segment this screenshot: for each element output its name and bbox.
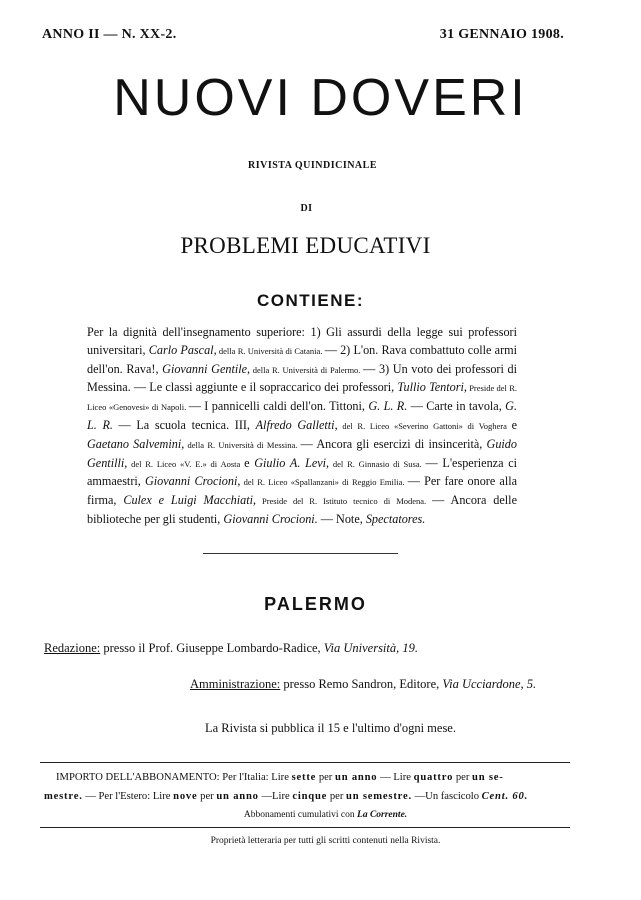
contents-affiliation: del R. Ginnasio di Susa. — [329, 458, 426, 469]
contents-author: Giovanni Gentile, — [162, 361, 251, 376]
contents-affiliation: della R. Università di Catania. — [216, 345, 325, 356]
divider — [40, 762, 570, 763]
contents-author: G. L. R. — [87, 399, 518, 432]
contents-text: — 3) Un voto dei professori di Messina. — Le classi aggiunte e il sopraccarico dei professori, — [87, 361, 517, 395]
subscription-amount: quattro — [413, 772, 454, 783]
divider — [40, 827, 570, 828]
contents-text: — I pannicelli caldi dell'on. Tittoni, — [188, 399, 369, 414]
administration-label: Amministrazione: — [190, 677, 281, 691]
contents-author: Culex e Luigi Macchiati, — [123, 493, 257, 508]
subscription-text: per — [455, 772, 470, 783]
subscription-period: un anno — [216, 791, 259, 802]
contents-text: — La scuola tecnica. III, — [112, 417, 256, 432]
subscription-text: per — [200, 791, 214, 802]
subscription-text: —Un fascicolo — [414, 791, 480, 802]
administration-text: presso Remo Sandron, Editore, — [283, 677, 440, 691]
subscription-period: mestre. — [44, 791, 83, 802]
editorial-office — [44, 641, 418, 656]
publication-city: PALERMO — [264, 594, 367, 614]
subscription-line-3 — [0, 810, 641, 820]
contents-text: Per la dignità dell'insegnamento superiore: 1) Gli assurdi della legge sui professori universitari, — [87, 325, 517, 357]
contents-affiliation: Preside del R. Liceo «Genovesi» di Napoli. — [87, 383, 518, 413]
partner-journal: La Corrente. — [357, 810, 408, 820]
rights-notice: Proprietà letteraria per tutti gli scritti contenuti nella Rivista. — [210, 836, 441, 846]
subscription-text: —Lire — [261, 791, 290, 802]
subscription-heading: IMPORTO DELL'ABBONAMENTO: — [56, 772, 220, 783]
subscription-period: un anno — [335, 772, 378, 783]
subscription-text: Per l'Italia: Lire — [222, 772, 289, 783]
contents-text: e — [244, 455, 255, 470]
contents-heading: CONTIENE: — [257, 291, 364, 310]
subscription-period: un semestre. — [346, 791, 412, 802]
publication-schedule: La Rivista si pubblica il 15 e l'ultimo d'ogni mese. — [204, 721, 456, 735]
subtitle-connector: DI — [300, 203, 313, 214]
administration-address: Via Ucciardone, 5. — [442, 677, 537, 691]
contents-affiliation: del R. Liceo «V. E.» di Aosta — [127, 458, 245, 469]
subscription-text: — Per l'Estero: Lire — [85, 791, 171, 802]
contents-text: — L'esperienza ci ammaestri, — [87, 455, 517, 489]
contents-affiliation: del R. Liceo «Severino Gattoni» di Voghera — [337, 420, 512, 431]
contents-text: — Note, — [317, 511, 366, 526]
contents-author: Gaetano Salvemini, — [87, 436, 185, 451]
journal-topic: PROBLEMI EDUCATIVI — [180, 233, 431, 258]
journal-title: NUOVI DOVERI — [113, 69, 528, 127]
contents-author: Tullio Tentori, — [397, 380, 467, 395]
contents-text: — Ancora gli esercizi di insincerità, — [300, 436, 487, 451]
issue-date: 31 GENNAIO 1908. — [439, 27, 564, 42]
contents-author: Giovanni Crocioni, — [144, 474, 241, 489]
contents-affiliation: Preside del R. Istituto tecnico di Modena. — [256, 496, 433, 507]
subscription-amount: cinque — [292, 791, 328, 802]
subscription-text: Abbonamenti cumulativi con — [243, 810, 355, 820]
contents-affiliation: della R. Università di Messina. — [184, 439, 301, 450]
contents-text: — Carte in tavola, — [407, 399, 506, 414]
subscription-amount: nove — [173, 791, 198, 802]
table-of-contents — [87, 324, 517, 529]
journal-subtitle: RIVISTA QUINDICINALE — [247, 160, 377, 171]
issue-number: ANNO II — N. XX-2. — [42, 27, 177, 42]
subscription-text: per — [318, 772, 333, 783]
subscription-text: per — [329, 791, 344, 802]
contents-author: Spectatores. — [365, 511, 426, 526]
contents-affiliation: della R. Università di Palermo. — [250, 364, 364, 375]
contents-author: G. L. R. — [368, 399, 408, 414]
divider — [203, 553, 398, 554]
subscription-amount: sette — [291, 772, 317, 783]
contents-affiliation: del R. Liceo «Spallanzani» di Reggio Emilia. — [240, 477, 408, 488]
contents-author: Alfredo Galletti, — [255, 417, 338, 432]
contents-text: — Per fare onore alla firma, — [87, 474, 518, 508]
editorial-address: Via Università, 19. — [323, 641, 418, 655]
subscription-period: un se- — [472, 772, 504, 783]
contents-text: e — [511, 417, 517, 432]
contents-author: Guido Gentilli, — [87, 436, 517, 470]
subscription-line-1 — [56, 772, 504, 783]
subscription-line-2 — [44, 791, 528, 802]
administration-office — [190, 677, 536, 692]
contents-text: — 2) L'on. Rava combattuto colle armi dell'on. Rava!, — [87, 342, 517, 376]
contents-author: Giulio A. Levi, — [254, 455, 330, 470]
subscription-text: — Lire — [380, 772, 411, 783]
editorial-label: Redazione: — [44, 641, 101, 655]
contents-text: — Ancora delle biblioteche per gli studenti, — [87, 493, 517, 526]
contents-author: Giovanni Crocioni. — [223, 511, 318, 526]
issue-price: Cent. 60. — [481, 791, 529, 802]
editorial-text: presso il Prof. Giuseppe Lombardo-Radice, — [103, 641, 321, 655]
contents-author: Carlo Pascal, — [148, 342, 217, 357]
